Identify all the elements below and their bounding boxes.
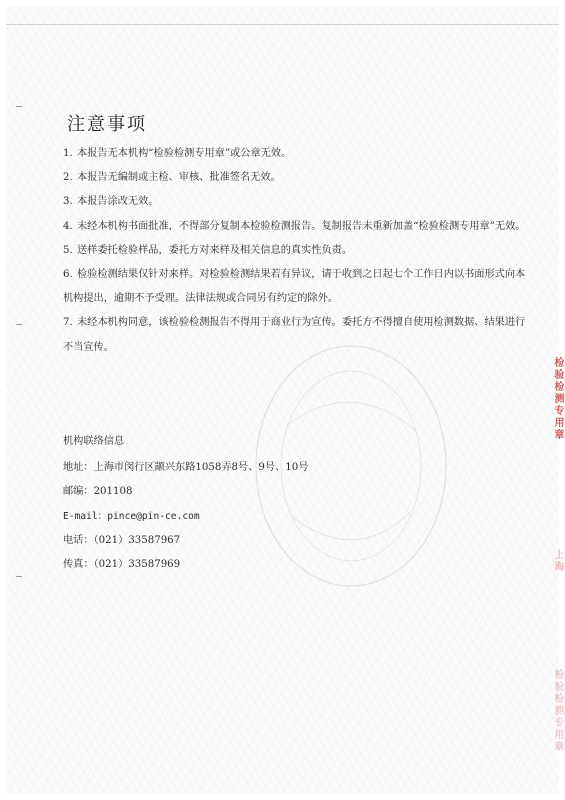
notice-item [63, 239, 533, 263]
notice-item-number: 4. [63, 220, 73, 232]
notice-item-text: 本报告涂改无效。 [77, 196, 159, 208]
seal-text: 检验检测专用章 [552, 669, 563, 753]
notice-item-text: 本报告无编制或主检、审核、批准签名无效。 [77, 172, 281, 184]
binding-mark [16, 324, 22, 325]
top-border-line [6, 24, 559, 25]
contact-phone [63, 534, 463, 558]
fax-label: 传真： [63, 559, 94, 571]
notice-item [63, 263, 533, 311]
contact-postcode [63, 485, 463, 509]
contact-address [63, 461, 463, 485]
seal-text: 上海 [552, 549, 563, 573]
contact-info [63, 435, 463, 582]
notice-item [63, 142, 533, 166]
notice-item [63, 166, 533, 190]
contact-fax [63, 558, 463, 582]
notice-item-number: 1. [63, 148, 73, 159]
contact-email [63, 510, 463, 534]
notice-item [63, 311, 533, 359]
notice-item-number: 6. [63, 269, 73, 281]
notice-item-number: 3. [63, 196, 73, 208]
notice-item-number: 7. [63, 317, 73, 329]
phone-value: （021）33587967 [93, 534, 181, 546]
notice-item-text: 检验检测结果仅针对来样。对检验检测结果若有异议，请于收到之日起七个工作日内以书面形式向本机构提出，逾期不予受理。法律法规或合同另有约定的除外。 [63, 269, 526, 305]
document-page [6, 6, 563, 794]
postcode-label: 邮编： [63, 486, 94, 498]
red-seal-stamp [525, 506, 565, 616]
notice-item-number: 5. [63, 244, 73, 256]
binding-mark [16, 106, 22, 107]
postcode-value: 201108 [93, 486, 133, 498]
notice-title: 注意事项 [67, 114, 147, 135]
red-seal-stamp [525, 344, 565, 454]
notice-item-number: 2. [63, 172, 73, 184]
notice-list [63, 142, 533, 360]
notice-item-text: 本报告无本机构“检验检测专用章”或公章无效。 [77, 148, 292, 159]
email-value: pince@pin-ce.com [107, 510, 200, 522]
address-label: 地址： [63, 462, 94, 473]
fax-value: （021）33587969 [93, 559, 181, 571]
notice-item-text: 送样委托检验样品，委托方对来样及相关信息的真实性负责。 [77, 244, 353, 256]
phone-label: 电话： [63, 534, 94, 546]
contact-heading: 机构联络信息 [63, 436, 125, 447]
notice-item-text: 未经本机构同意，该检验检测报告不得用于商业行为宣传。委托方不得擅自使用检测数据、结果进行不当宣传。 [63, 317, 526, 353]
notice-item [63, 190, 533, 214]
notice-item-text: 未经本机构书面批准，不得部分复制本检验检测报告。复制报告未重新加盖“检验检测专用章”无效。 [77, 220, 526, 232]
seal-text: 检验检测专用章 [552, 357, 563, 441]
email-label: E-mail： [63, 510, 108, 522]
binding-mark [16, 576, 22, 577]
address-value: 上海市闵行区颛兴东路1058弄8号、9号、10号 [93, 462, 309, 473]
notice-item [63, 215, 533, 239]
red-seal-stamp [525, 656, 565, 766]
